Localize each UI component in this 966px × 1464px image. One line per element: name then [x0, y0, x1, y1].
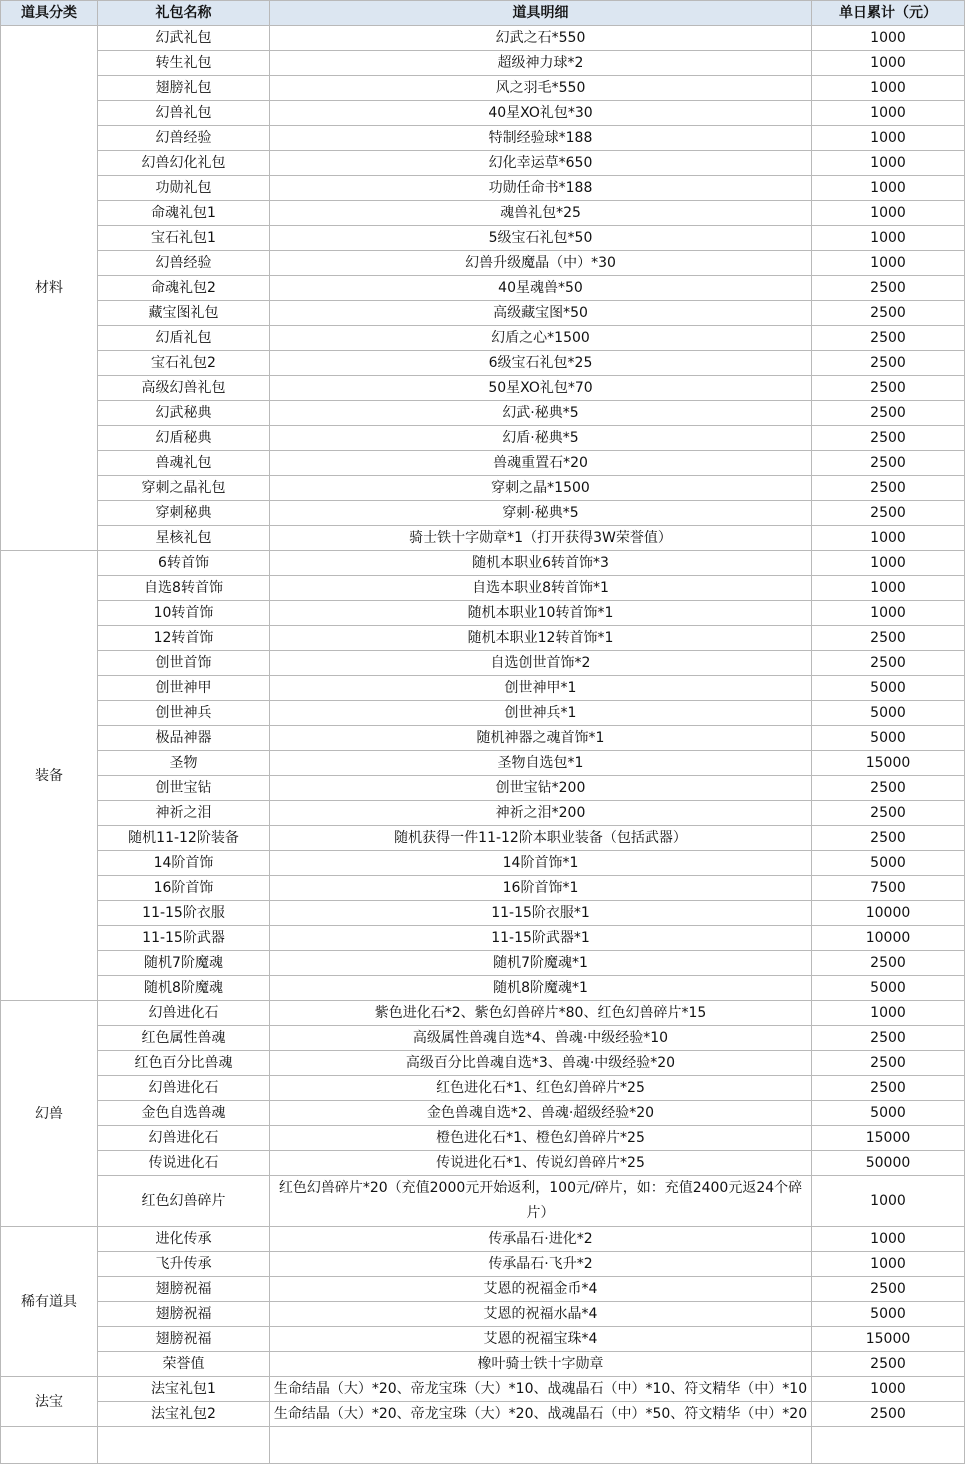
table-row [1, 1151, 965, 1176]
package-name-cell: 11-15阶衣服 [98, 901, 270, 926]
table-row [1, 1377, 965, 1402]
item-detail-cell: 传承晶石·进化*2 [270, 1227, 812, 1252]
item-detail-cell: 11-15阶武器*1 [270, 926, 812, 951]
package-name-cell: 创世神兵 [98, 701, 270, 726]
table-row [1, 701, 965, 726]
category-cell: 幻兽 [1, 1001, 98, 1227]
item-detail-cell: 5级宝石礼包*50 [270, 226, 812, 251]
table-row [1, 726, 965, 751]
daily-total-cell: 2500 [812, 476, 965, 501]
package-name-cell: 藏宝图礼包 [98, 301, 270, 326]
daily-total-cell: 2500 [812, 1026, 965, 1051]
package-name-cell: 创世神甲 [98, 676, 270, 701]
item-detail-cell: 金色兽魂自选*2、兽魂·超级经验*20 [270, 1101, 812, 1126]
table-row [1, 326, 965, 351]
header-row [1, 1, 965, 26]
item-detail-cell: 14阶首饰*1 [270, 851, 812, 876]
package-name-cell: 红色属性兽魂 [98, 1026, 270, 1051]
item-detail-cell: 幻盾之心*1500 [270, 326, 812, 351]
daily-total-cell: 2500 [812, 501, 965, 526]
package-name-cell: 宝石礼包2 [98, 351, 270, 376]
table-row [1, 1402, 965, 1427]
package-name-cell: 随机7阶魔魂 [98, 951, 270, 976]
table-row [1, 1327, 965, 1352]
table-row [1, 1001, 965, 1026]
package-name-cell: 随机8阶魔魂 [98, 976, 270, 1001]
daily-total-cell: 5000 [812, 976, 965, 1001]
item-detail-cell: 随机神器之魂首饰*1 [270, 726, 812, 751]
package-name-cell: 红色百分比兽魂 [98, 1051, 270, 1076]
daily-total-cell: 1000 [812, 151, 965, 176]
daily-total-cell: 7500 [812, 876, 965, 901]
item-detail-cell: 自选创世首饰*2 [270, 651, 812, 676]
daily-total-cell: 1000 [812, 26, 965, 51]
package-name-cell: 14阶首饰 [98, 851, 270, 876]
daily-total-cell: 1000 [812, 201, 965, 226]
package-name-cell: 荣誉值 [98, 1352, 270, 1377]
table-row [1, 776, 965, 801]
empty-row [1, 1427, 965, 1464]
package-name-cell: 法宝礼包1 [98, 1377, 270, 1402]
package-name-cell: 法宝礼包2 [98, 1402, 270, 1427]
table-row [1, 1252, 965, 1277]
daily-total-cell: 2500 [812, 776, 965, 801]
package-name-cell: 飞升传承 [98, 1252, 270, 1277]
item-detail-cell: 随机获得一件11-12阶本职业装备（包括武器） [270, 826, 812, 851]
daily-total-cell: 1000 [812, 126, 965, 151]
daily-total-cell: 2500 [812, 301, 965, 326]
package-name-cell: 12转首饰 [98, 626, 270, 651]
table-row [1, 676, 965, 701]
item-detail-cell: 创世神甲*1 [270, 676, 812, 701]
daily-total-cell: 15000 [812, 1126, 965, 1151]
item-detail-cell: 艾恩的祝福金币*4 [270, 1277, 812, 1302]
package-name-cell: 进化传承 [98, 1227, 270, 1252]
daily-total-cell: 1000 [812, 1252, 965, 1277]
package-name-cell: 11-15阶武器 [98, 926, 270, 951]
package-name-cell: 幻兽进化石 [98, 1126, 270, 1151]
item-detail-cell: 艾恩的祝福宝珠*4 [270, 1327, 812, 1352]
table-row [1, 751, 965, 776]
header-category: 道具分类 [1, 1, 98, 26]
table-row [1, 651, 965, 676]
package-name-cell: 兽魂礼包 [98, 451, 270, 476]
item-detail-cell: 穿刺之晶*1500 [270, 476, 812, 501]
package-name-cell: 自选8转首饰 [98, 576, 270, 601]
table-row [1, 951, 965, 976]
item-detail-cell: 红色幻兽碎片*20（充值2000元开始返利，100元/碎片，如：充值2400元返24个碎片） [270, 1176, 812, 1227]
item-detail-cell: 骑士铁十字勋章*1（打开获得3W荣誉值） [270, 526, 812, 551]
item-detail-cell: 红色进化石*1、红色幻兽碎片*25 [270, 1076, 812, 1101]
daily-total-cell: 1000 [812, 1377, 965, 1402]
table-row [1, 201, 965, 226]
table-row [1, 1277, 965, 1302]
item-detail-cell: 40星XO礼包*30 [270, 101, 812, 126]
item-detail-cell: 11-15阶衣服*1 [270, 901, 812, 926]
package-name-cell: 幻武礼包 [98, 26, 270, 51]
table-body [1, 26, 965, 1464]
item-detail-cell: 幻武之石*550 [270, 26, 812, 51]
item-detail-cell: 特制经验球*188 [270, 126, 812, 151]
table-row [1, 1302, 965, 1327]
table-row [1, 876, 965, 901]
item-detail-cell: 橙色进化石*1、橙色幻兽碎片*25 [270, 1126, 812, 1151]
item-detail-cell: 自选本职业8转首饰*1 [270, 576, 812, 601]
package-name-cell: 10转首饰 [98, 601, 270, 626]
daily-total-cell: 2500 [812, 801, 965, 826]
table-row [1, 826, 965, 851]
daily-total-cell: 2500 [812, 426, 965, 451]
daily-total-cell: 2500 [812, 326, 965, 351]
item-detail-cell: 穿刺·秘典*5 [270, 501, 812, 526]
daily-total-cell: 1000 [812, 551, 965, 576]
table-row [1, 1076, 965, 1101]
table-row [1, 576, 965, 601]
daily-total-cell: 2500 [812, 1402, 965, 1427]
table-row [1, 851, 965, 876]
table-row [1, 476, 965, 501]
daily-total-cell: 2500 [812, 376, 965, 401]
category-cell: 装备 [1, 551, 98, 1001]
empty-cell [270, 1427, 812, 1464]
item-detail-cell: 随机本职业6转首饰*3 [270, 551, 812, 576]
item-detail-cell: 超级神力球*2 [270, 51, 812, 76]
package-name-cell: 转生礼包 [98, 51, 270, 76]
table-row [1, 551, 965, 576]
table-row [1, 176, 965, 201]
daily-total-cell: 2500 [812, 401, 965, 426]
item-detail-cell: 魂兽礼包*25 [270, 201, 812, 226]
item-detail-cell: 幻盾·秘典*5 [270, 426, 812, 451]
table-row [1, 526, 965, 551]
item-detail-cell: 高级属性兽魂自选*4、兽魂·中级经验*10 [270, 1026, 812, 1051]
package-name-cell: 星核礼包 [98, 526, 270, 551]
daily-total-cell: 1000 [812, 176, 965, 201]
package-name-cell: 幻盾礼包 [98, 326, 270, 351]
package-name-cell: 穿刺秘典 [98, 501, 270, 526]
daily-total-cell: 2500 [812, 1352, 965, 1377]
table-row [1, 501, 965, 526]
table-row [1, 426, 965, 451]
daily-total-cell: 2500 [812, 351, 965, 376]
package-name-cell: 宝石礼包1 [98, 226, 270, 251]
table-row [1, 101, 965, 126]
daily-total-cell: 1000 [812, 1176, 965, 1227]
table-row [1, 1026, 965, 1051]
package-name-cell: 随机11-12阶装备 [98, 826, 270, 851]
item-detail-cell: 紫色进化石*2、紫色幻兽碎片*80、红色幻兽碎片*15 [270, 1001, 812, 1026]
daily-total-cell: 2500 [812, 626, 965, 651]
item-detail-cell: 艾恩的祝福水晶*4 [270, 1302, 812, 1327]
package-name-cell: 翅膀礼包 [98, 76, 270, 101]
package-name-cell: 功勋礼包 [98, 176, 270, 201]
empty-cell [98, 1427, 270, 1464]
package-name-cell: 幻兽幻化礼包 [98, 151, 270, 176]
package-name-cell: 16阶首饰 [98, 876, 270, 901]
daily-total-cell: 5000 [812, 1302, 965, 1327]
daily-total-cell: 15000 [812, 1327, 965, 1352]
table-row [1, 301, 965, 326]
item-detail-cell: 兽魂重置石*20 [270, 451, 812, 476]
header-item-detail: 道具明细 [270, 1, 812, 26]
package-name-cell: 命魂礼包2 [98, 276, 270, 301]
daily-total-cell: 15000 [812, 751, 965, 776]
table-row [1, 626, 965, 651]
package-name-cell: 幻兽礼包 [98, 101, 270, 126]
daily-total-cell: 1000 [812, 51, 965, 76]
item-detail-cell: 随机本职业10转首饰*1 [270, 601, 812, 626]
daily-total-cell: 10000 [812, 901, 965, 926]
daily-total-cell: 2500 [812, 1277, 965, 1302]
package-name-cell: 传说进化石 [98, 1151, 270, 1176]
daily-total-cell: 1000 [812, 1227, 965, 1252]
daily-total-cell: 50000 [812, 1151, 965, 1176]
item-detail-cell: 风之羽毛*550 [270, 76, 812, 101]
item-detail-cell: 橡叶骑士铁十字勋章 [270, 1352, 812, 1377]
daily-total-cell: 5000 [812, 1101, 965, 1126]
item-detail-cell: 幻化幸运草*650 [270, 151, 812, 176]
table-row [1, 901, 965, 926]
table-row [1, 1101, 965, 1126]
daily-total-cell: 2500 [812, 451, 965, 476]
package-name-cell: 幻兽进化石 [98, 1001, 270, 1026]
package-name-cell: 翅膀祝福 [98, 1277, 270, 1302]
daily-total-cell: 1000 [812, 101, 965, 126]
category-cell: 稀有道具 [1, 1227, 98, 1377]
package-name-cell: 幻兽进化石 [98, 1076, 270, 1101]
table-row [1, 26, 965, 51]
item-detail-cell: 16阶首饰*1 [270, 876, 812, 901]
daily-total-cell: 1000 [812, 576, 965, 601]
table-row [1, 801, 965, 826]
daily-total-cell: 2500 [812, 276, 965, 301]
daily-total-cell: 10000 [812, 926, 965, 951]
package-name-cell: 6转首饰 [98, 551, 270, 576]
table-row [1, 251, 965, 276]
daily-total-cell: 1000 [812, 251, 965, 276]
package-name-cell: 金色自选兽魂 [98, 1101, 270, 1126]
item-detail-cell: 功勋任命书*188 [270, 176, 812, 201]
daily-total-cell: 2500 [812, 951, 965, 976]
header-package-name: 礼包名称 [98, 1, 270, 26]
table-row [1, 126, 965, 151]
package-name-cell: 幻盾秘典 [98, 426, 270, 451]
item-detail-cell: 高级百分比兽魂自选*3、兽魂·中级经验*20 [270, 1051, 812, 1076]
package-name-cell: 幻兽经验 [98, 251, 270, 276]
item-detail-cell: 创世神兵*1 [270, 701, 812, 726]
daily-total-cell: 5000 [812, 851, 965, 876]
item-detail-cell: 高级藏宝图*50 [270, 301, 812, 326]
daily-total-cell: 5000 [812, 676, 965, 701]
table-row [1, 1227, 965, 1252]
item-detail-cell: 幻兽升级魔晶（中）*30 [270, 251, 812, 276]
daily-total-cell: 1000 [812, 226, 965, 251]
table-row [1, 451, 965, 476]
daily-total-cell: 2500 [812, 826, 965, 851]
table-row [1, 51, 965, 76]
package-name-cell: 幻武秘典 [98, 401, 270, 426]
item-detail-cell: 生命结晶（大）*20、帝龙宝珠（大）*20、战魂晶石（中）*50、符文精华（中）*20 [270, 1402, 812, 1427]
item-detail-cell: 传说进化石*1、传说幻兽碎片*25 [270, 1151, 812, 1176]
item-detail-cell: 40星魂兽*50 [270, 276, 812, 301]
item-detail-cell: 随机本职业12转首饰*1 [270, 626, 812, 651]
package-name-cell: 创世宝钻 [98, 776, 270, 801]
item-detail-cell: 创世宝钻*200 [270, 776, 812, 801]
table-row [1, 1126, 965, 1151]
empty-cell [812, 1427, 965, 1464]
daily-total-cell: 2500 [812, 1051, 965, 1076]
category-cell: 法宝 [1, 1377, 98, 1427]
item-detail-cell: 随机7阶魔魂*1 [270, 951, 812, 976]
daily-total-cell: 1000 [812, 1001, 965, 1026]
table-row [1, 151, 965, 176]
table-row [1, 1352, 965, 1377]
daily-total-cell: 5000 [812, 701, 965, 726]
daily-total-cell: 2500 [812, 651, 965, 676]
table-row [1, 226, 965, 251]
item-detail-cell: 神祈之泪*200 [270, 801, 812, 826]
package-name-cell: 穿刺之晶礼包 [98, 476, 270, 501]
item-detail-cell: 圣物自选包*1 [270, 751, 812, 776]
table-row [1, 276, 965, 301]
table-row [1, 76, 965, 101]
header-daily-total: 单日累计（元） [812, 1, 965, 26]
daily-total-cell: 1000 [812, 526, 965, 551]
table-row [1, 376, 965, 401]
package-name-cell: 红色幻兽碎片 [98, 1176, 270, 1227]
table-row [1, 976, 965, 1001]
daily-total-cell: 2500 [812, 1076, 965, 1101]
daily-total-cell: 5000 [812, 726, 965, 751]
item-detail-cell: 6级宝石礼包*25 [270, 351, 812, 376]
item-detail-cell: 传承晶石·飞升*2 [270, 1252, 812, 1277]
table-row [1, 601, 965, 626]
package-name-cell: 神祈之泪 [98, 801, 270, 826]
table-row [1, 926, 965, 951]
package-name-cell: 高级幻兽礼包 [98, 376, 270, 401]
table-row [1, 1051, 965, 1076]
item-detail-cell: 生命结晶（大）*20、帝龙宝珠（大）*10、战魂晶石（中）*10、符文精华（中）*10 [270, 1377, 812, 1402]
table-row [1, 1176, 965, 1227]
item-detail-cell: 50星XO礼包*70 [270, 376, 812, 401]
package-name-cell: 极品神器 [98, 726, 270, 751]
package-name-cell: 圣物 [98, 751, 270, 776]
item-detail-cell: 幻武·秘典*5 [270, 401, 812, 426]
daily-total-cell: 1000 [812, 76, 965, 101]
package-name-cell: 命魂礼包1 [98, 201, 270, 226]
category-cell: 材料 [1, 26, 98, 551]
item-detail-cell: 随机8阶魔魂*1 [270, 976, 812, 1001]
package-name-cell: 翅膀祝福 [98, 1327, 270, 1352]
empty-cell [1, 1427, 98, 1464]
package-name-cell: 幻兽经验 [98, 126, 270, 151]
table-row [1, 401, 965, 426]
package-name-cell: 翅膀祝福 [98, 1302, 270, 1327]
daily-total-cell: 1000 [812, 601, 965, 626]
table-row [1, 351, 965, 376]
package-name-cell: 创世首饰 [98, 651, 270, 676]
